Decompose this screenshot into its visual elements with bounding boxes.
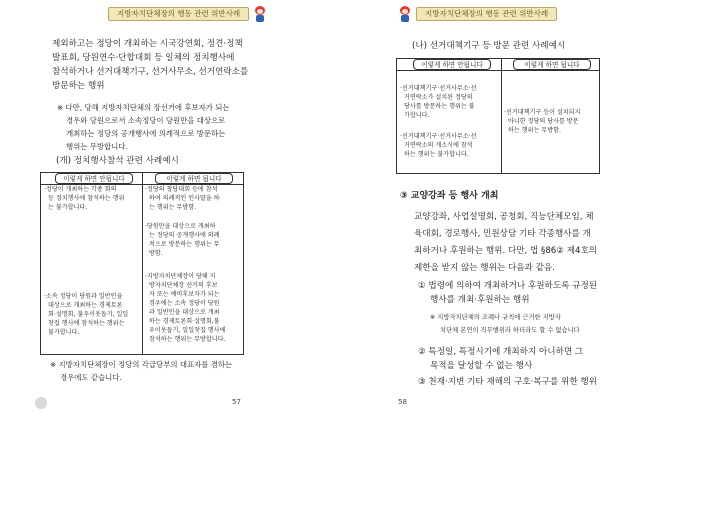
table-cell: 당사를 방문하는 행위는 불 xyxy=(404,103,475,110)
table-cell: 경우에는 소속 정당이 당원 xyxy=(149,300,220,307)
note-line: ※ 다만, 당해 지방자치단체의 장선거에 후보자가 되는 xyxy=(57,103,230,112)
list-item: 목적을 달성할 수 없는 행사 xyxy=(430,361,533,371)
table-cell: ·선거대책기구·선거사무소·선 xyxy=(400,85,477,92)
table-header-allowed: 이렇게 하면 됩니다 xyxy=(155,173,233,184)
table-cell: 하는 경제토론회·설명회,불 xyxy=(149,318,220,325)
section-title: (개) 정치행사참석 관련 사례예시 xyxy=(56,156,179,166)
table-cell: 참석하는 행위는 무방합니다. xyxy=(149,336,226,343)
note-line: 경우와 당원으로서 소속정당이 당원만을 대상으로 xyxy=(66,116,226,125)
table-cell: 회·설명회, 불우이웃돕기, 일일 xyxy=(48,311,129,318)
table-cell: 등 정치행사에 참석하는 행위 xyxy=(48,195,125,202)
table-cell: 불가합니다. xyxy=(48,329,80,336)
table-cell: 가합니다. xyxy=(404,112,430,119)
left-header-title: 지방자치단체장의 행동 관련 위반사례 xyxy=(108,7,249,21)
left-page-header xyxy=(108,6,267,22)
table-cell: 찻집 행사에 참석하는 행위는 xyxy=(48,320,125,327)
table-cell: 하여 의례적인 인사말을 하 xyxy=(149,195,220,202)
note-line: 개최하는 정당의 공개행사에 의례적으로 방문하는 xyxy=(66,129,226,138)
table-cell: 하는 행위는 불가합니다. xyxy=(404,151,469,158)
table-cell: 과 일반인을 대상으로 개최 xyxy=(149,309,220,316)
table-cell: 는 정당의 공개행사에 의례 xyxy=(149,232,220,239)
table-cell: 방자치단체장 선거의 후보 xyxy=(149,282,218,289)
body-line: 육대회, 경로행사, 민원상담 기타 각종행사를 개 xyxy=(414,229,591,239)
body-line: 참석하거나 선거대책기구, 선거사무소, 선거연락소를 xyxy=(52,67,249,77)
table-cell: ·소속 정당이 당원과 일반인을 xyxy=(44,293,123,300)
table-divider xyxy=(142,173,143,354)
table-header-not-allowed: 이렇게 하면 안됩니다 xyxy=(55,173,133,184)
section-heading: ③ 교양강좌 등 행사 개최 xyxy=(400,191,499,201)
table-cell: ·선거대책기구·선거사무소·선 xyxy=(400,133,477,140)
table-header-rule xyxy=(397,70,599,71)
body-line: 교양강좌, 사업설명회, 공청회, 직능단체모임, 체 xyxy=(414,212,594,222)
page-number: 57 xyxy=(232,398,241,406)
body-line: 발표회, 당원연수·단합대회 등 일체의 정치행사에 xyxy=(52,53,235,63)
table-cell: 우이웃돕기, 일일찻집 행사에 xyxy=(149,327,226,334)
table-cell: 방함. xyxy=(149,250,163,257)
table-header-allowed: 이렇게 하면 됩니다 xyxy=(513,59,591,70)
body-line: 최하거나 후원하는 행위. 다만, 법 §86② 제4호의 xyxy=(414,246,598,256)
table-divider xyxy=(501,59,502,173)
body-line: 제외하고는 정당이 개최하는 시국강연회, 정견·정책 xyxy=(52,39,243,49)
table-cell: 하는 행위는 무방함. xyxy=(508,127,561,134)
example-table xyxy=(396,58,600,174)
page-number: 58 xyxy=(398,398,407,406)
body-line: 방문하는 행위 xyxy=(52,81,105,91)
body-line: 제한을 받지 않는 행위는 다음과 같음. xyxy=(414,263,555,273)
section-title: (나) 선거대책기구 등 방문 관련 사례예시 xyxy=(412,41,566,51)
table-header-rule xyxy=(41,184,243,185)
table-cell: 적으로 방문하는 행위는 무 xyxy=(149,241,220,248)
right-page-header xyxy=(398,6,557,22)
table-cell: 거연락소가 설치된 정당의 xyxy=(404,94,473,101)
footnote-line: 경우에도 같습니다. xyxy=(60,373,122,382)
table-header-not-allowed: 이렇게 하면 안됩니다 xyxy=(413,59,491,70)
example-table xyxy=(40,172,244,355)
list-item: 행사를 개최·후원하는 행위 xyxy=(430,295,530,305)
note-line: ※ 지방자치단체의 조례나 규칙에 근거한 지방자 xyxy=(430,314,561,321)
list-item: ① 법령에 의하여 개최하거나 후원하도록 규정된 xyxy=(418,281,598,291)
page-corner-circle-icon xyxy=(35,397,47,409)
list-item: ② 특정일, 특정시기에 개최하지 아니하면 그 xyxy=(418,347,584,357)
note-line: 치단체 본연의 직무행위라 하더라도 할 수 없습니다 xyxy=(440,327,580,334)
table-cell: ·선거대책기구 등이 설치되지 xyxy=(504,109,581,116)
list-item: ③ 천재·지변 기타 재해의 구호·복구를 위한 행위 xyxy=(418,377,597,387)
table-cell: 아니한 정당의 당사를 방문 xyxy=(508,118,579,125)
table-cell: ·정당이 개최하는 각종 회의 xyxy=(44,186,117,193)
right-header-title: 지방자치단체장의 행동 관련 위반사례 xyxy=(416,7,557,21)
table-cell: ·정당의 창당대회 등에 참석 xyxy=(145,186,218,193)
table-cell: 대상으로 개최하는 경제토론 xyxy=(48,302,123,309)
mascot-icon xyxy=(253,6,267,22)
table-cell: 거연락소의 개소식에 참석 xyxy=(404,142,473,149)
table-cell: 는 불가합니다. xyxy=(48,204,88,211)
table-cell: 자 또는 예비후보자가 되는 xyxy=(149,291,220,298)
mascot-icon xyxy=(398,6,412,22)
right-page xyxy=(360,0,720,509)
note-line: 행위는 무방합니다. xyxy=(66,142,128,151)
table-cell: ·당원만을 대상으로 개최하 xyxy=(145,223,216,230)
table-cell: ·지방자치단체장이 당해 지 xyxy=(145,273,216,280)
table-cell: 는 행위는 무방함. xyxy=(149,204,197,211)
footnote-line: ※ 지방자치단체장이 정당의 각급당부의 대표자를 겸하는 xyxy=(50,360,233,369)
